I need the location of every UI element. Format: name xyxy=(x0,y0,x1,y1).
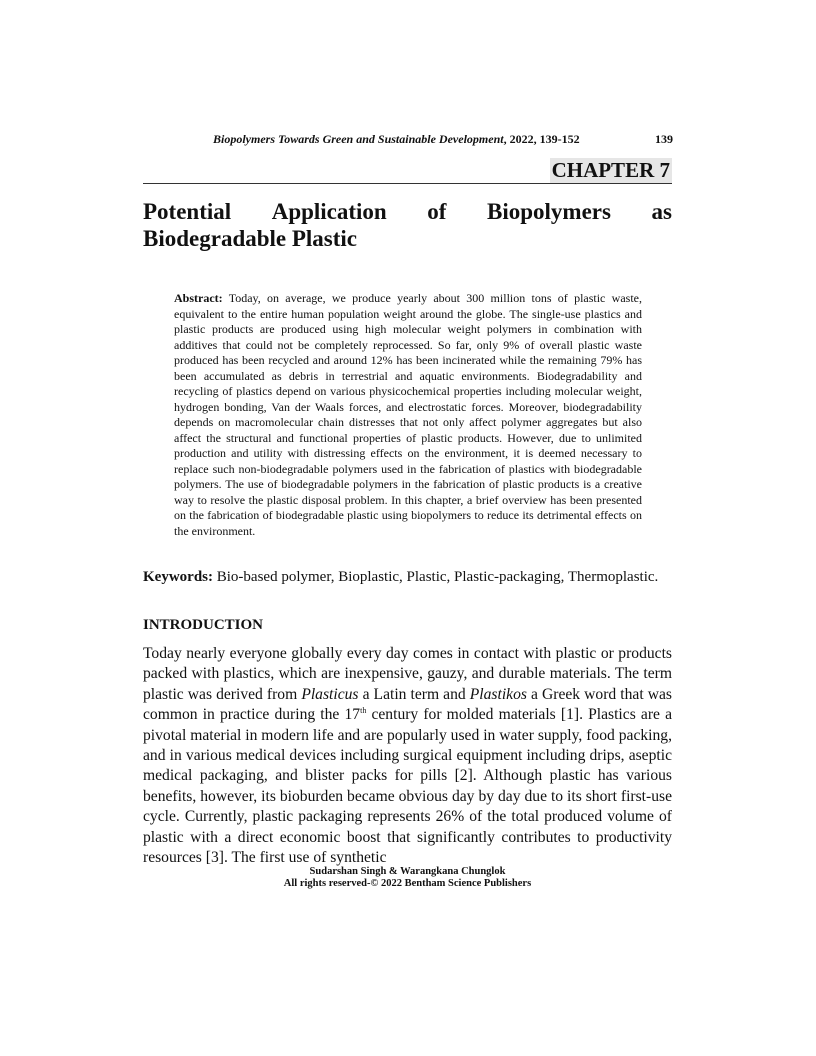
abstract-label: Abstract: xyxy=(174,291,223,305)
intro-text: century for molded materials [1]. Plastics are a pivotal material in modern life and are popularly used in water supply, food packing, and in various medical devices including surgical equipment including drips, aseptic medical packaging, and blister packs for pills [2]. Although plastic has various benefits, however, its bioburden became obvious day by day due to its short first-use cycle. Currently, plastic packaging represents 26% of the total produced volume of plastic with a direct economic boost that significantly contributes to productivity resources [3]. The first use of synthetic xyxy=(143,706,672,867)
chapter-label: CHAPTER 7 xyxy=(551,158,670,182)
book-title: Biopolymers Towards Green and Sustainable Development xyxy=(213,132,504,146)
chapter-title xyxy=(143,198,672,252)
title-word: Potential xyxy=(143,199,232,224)
intro-text: a Greek word that was common in practice during the 17 xyxy=(143,685,672,724)
title-word: Application xyxy=(271,199,387,224)
intro-text: Today nearly everyone globally every day comes in contact with plastic or products packed with plastics, which are inexpensive, gauzy, and durable materials. The term plastic was derived from xyxy=(143,645,672,703)
intro-italic-term: Plasticus xyxy=(301,685,359,703)
running-head xyxy=(213,132,673,147)
footer xyxy=(143,866,672,890)
title-line-1 xyxy=(143,198,672,225)
introduction-paragraph xyxy=(143,644,672,868)
keywords-label: Keywords: xyxy=(143,569,213,585)
section-heading: INTRODUCTION xyxy=(143,617,264,633)
title-word: as xyxy=(651,199,672,224)
footer-rights: All rights reserved-© 2022 Bentham Science Publishers xyxy=(283,878,532,889)
chapter-header-rule xyxy=(143,157,672,184)
keywords xyxy=(143,568,672,587)
intro-superscript: th xyxy=(360,706,367,716)
title-word: of xyxy=(427,199,447,224)
page-number: 139 xyxy=(655,132,673,146)
year-pages: , 2022, 139-152 xyxy=(503,132,580,146)
title-line-2: Biodegradable Plastic xyxy=(143,226,358,251)
abstract-text: Today, on average, we produce yearly about 300 million tons of plastic waste, equivalent to the entire human population weight around the globe. The single-use plastics and plastic products are produced using high molecular weight polymers in combination with additives that could not be completely reprocessed. So far, only 9% of overall plastic waste produced has been recycled and around 12% has been incinerated while the remaining 79% has been accumulated as debris in terrestrial and aquatic environments. Biodegradability and recycling of plastics depend on various physicochemical properties including molecular weight, hydrogen bonding, Van der Waals forces, and electrostatic forces. Moreover, biodegradability depends on macromolecular chain distresses that not only affect polymer aggregates but also affect the structural and functional properties of plastic products. However, due to unlimited production and utility with distressing effects on the environment, it is deemed necessary to replace such non-biodegradable polymers used in the fabrication of plastics with biodegradable polymers. The use of biodegradable polymers in the fabrication of plastic products is a creative way to resolve the plastic disposal problem. In this chapter, a brief overview has been presented on the fabrication of biodegradable plastic using biopolymers to reduce its detrimental effects on the environment. xyxy=(174,291,642,538)
intro-text: a Latin term and xyxy=(358,685,470,703)
intro-italic-term: Plastikos xyxy=(469,685,527,703)
abstract xyxy=(174,291,642,539)
title-word: Biopolymers xyxy=(487,199,611,224)
footer-authors: Sudarshan Singh & Warangkana Chunglok xyxy=(309,866,506,877)
keywords-text: Bio-based polymer, Bioplastic, Plastic, Plastic-packaging, Thermoplastic. xyxy=(213,569,659,585)
